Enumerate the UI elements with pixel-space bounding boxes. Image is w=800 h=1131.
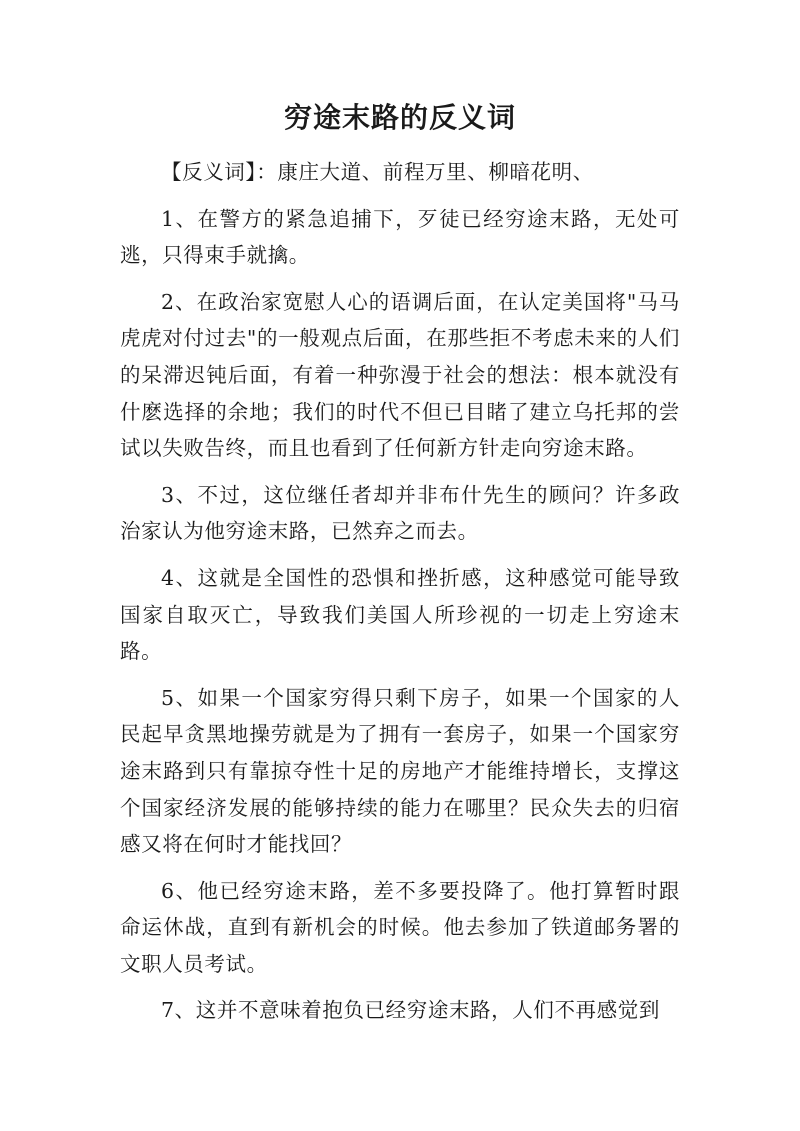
antonym-paragraph: 【反义词】：康庄大道、前程万里、柳暗花明、 [161,160,594,184]
example-paragraph-2: 2、在政治家宽慰人心的语调后面，在认定美国将"马马虎虎对付过去"的一般观点后面，在那些拒不考虑未来的人们的呆滞迟钝后面，有着一种弥漫于社会的想法：根本就没有什麽选择的余地；我们的时代不但已目睹了建立乌托邦的尝试以失败告终，而且也看到了任何新方针走向穷途末路。 [120,289,680,461]
example-paragraph-3: 3、不过，这位继任者却并非布什先生的顾问？许多政治家认为他穷途末路，已然弃之而去。 [120,482,680,544]
example-paragraph-1: 1、在警方的紧急追捕下，歹徒已经穷途末路，无处可逃，只得束手就擒。 [120,206,680,268]
document-title: 穷途末路的反义词 [283,101,516,134]
example-paragraph-5: 5、如果一个国家穷得只剩下房子，如果一个国家的人民起早贪黑地操劳就是为了拥有一套房子，如果一个国家穷途末路到只有靠掠夺性十足的房地产才能维持增长，支撑这个国家经济发展的能够持续的能力在哪里？民众失去的归宿感又将在何时才能找回？ [120,685,680,857]
example-paragraph-4: 4、这就是全国性的恐惧和挫折感，这种感觉可能导致国家自取灭亡，导致我们美国人所珍视的一切走上穷途末路。 [120,565,680,664]
example-paragraph-7: 7、这并不意味着抱负已经穷途末路，人们不再感觉到 [161,998,660,1023]
document-body [120,154,680,1039]
example-paragraph-6: 6、他已经穷途末路，差不多要投降了。他打算暂时跟命运休战，直到有新机会的时候。他去参加了铁道邮务署的文职人员考试。 [120,878,680,976]
